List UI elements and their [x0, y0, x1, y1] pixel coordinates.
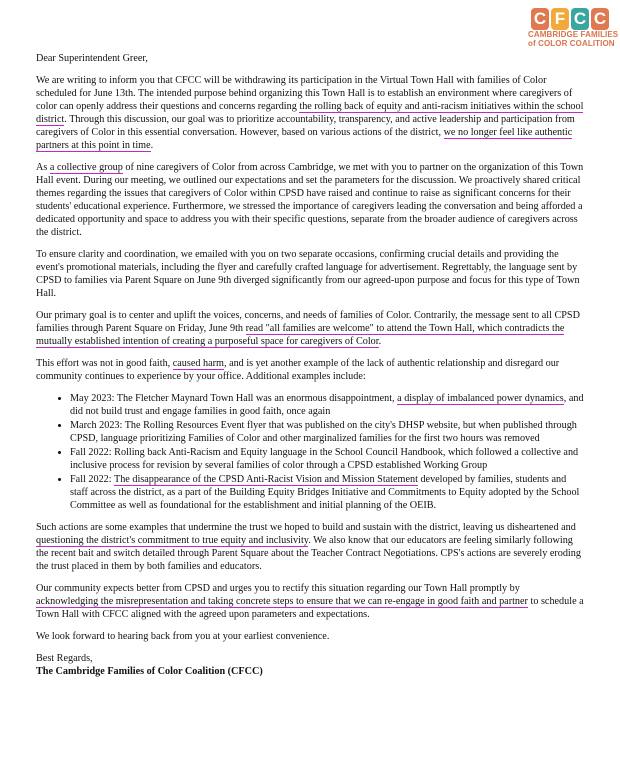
highlight: caused harm — [172, 358, 224, 369]
highlight: a display of imbalanced power dynamics — [397, 393, 564, 404]
highlight: The disappearance of the CPSD Anti-Racist Vision and Mission Statement — [113, 474, 418, 485]
text: This effort was not in good faith, — [36, 358, 173, 369]
highlight: a collective group — [49, 162, 123, 173]
paragraph-4 — [36, 309, 584, 348]
list-item — [70, 473, 584, 512]
list-item — [70, 446, 584, 472]
paragraph-2 — [36, 161, 584, 239]
text: Our primary goal is to center and uplift the voices, concerns, and needs of families of Color. Contrarily, the message sent to all CPSD families through Parent Square on Friday, June 9th — [36, 310, 580, 334]
paragraph-8: We look forward to hearing back from you at your earliest convenience. — [36, 631, 330, 642]
logo-tile: F — [551, 8, 569, 30]
text: Such actions are some examples that undermine the trust we hoped to build and sustain with the district, leaving us disheartened and — [36, 522, 576, 533]
paragraph-5 — [36, 357, 584, 383]
text: Fall 2022: Rolling back Anti-Racism and Equity language in the School Council Handbook, which followed a collective and inclusive process for revision by several families of color through a CPSD established Working Group — [70, 447, 579, 471]
text: . We also know that our educators are feeling similarly following the recent bait and switch detailed through Parent Square about the Teacher Contract Negotiations. CPS's actions are severely eroding the trust placed in them by both families and educators. — [36, 535, 581, 572]
text: As — [36, 162, 50, 173]
text: to schedule a Town Hall with CFCC aligned with the agreed upon parameters and expectations. — [36, 596, 584, 620]
cfcc-logo — [528, 8, 619, 48]
paragraph-3: To ensure clarity and coordination, we emailed with you on two separate occasions, confirming crucial details and providing the event's promotional materials, including the flyer and carefully crafted language for advertisement. Regrettably, the language sent by CPSD to families via Parent Square on June 9th diverged significantly from our agreed-upon purpose and focus for this type of Town Hall. — [36, 249, 580, 299]
logo-line-2: of COLOR COALITION — [528, 39, 615, 48]
logo-line-1: CAMBRIDGE FAMILIES — [528, 30, 619, 39]
list-item — [70, 392, 584, 418]
paragraph-7 — [36, 582, 584, 621]
letter-body — [36, 52, 584, 678]
highlight: acknowledging the misrepresentation and taking concrete steps to ensure that we can re-engage in good faith and partner — [36, 596, 528, 607]
closing: Best Regards, — [36, 653, 93, 664]
highlight: we no longer feel like authentic partners at this point in time — [36, 127, 573, 151]
logo-tile: C — [571, 8, 589, 30]
text: , and did not build trust and engage families in good faith, once again — [70, 393, 584, 417]
paragraph-6 — [36, 521, 584, 573]
signature: The Cambridge Families of Color Coalition (CFCC) — [36, 666, 263, 677]
logo-tile: C — [531, 8, 549, 30]
salutation: Dear Superintendent Greer, — [36, 53, 148, 64]
text: We are writing to inform you that CFCC will be withdrawing its participation in the Virtual Town Hall with families of Color scheduled for June 13th. The intended purpose behind organizing this Town Hall is to establish an environment where caregivers of color can openly address their questions and concerns regarding — [36, 75, 573, 112]
highlight: the rolling back of equity and anti-racism initiatives within the school district — [36, 101, 584, 125]
text: March 2023: The Rolling Resources Event flyer that was published on the city's DHSP website, but when published through CPSD, language prioritizing Families of Color and other marginalized families for the first two hours was removed — [70, 420, 577, 444]
highlight: read "all families are welcome" to attend the Town Hall, which contradicts the mutually established intention of creating a purposeful space for caregivers of Color — [36, 323, 565, 347]
logo-tiles — [528, 8, 612, 30]
text: developed by families, students and staff across the district, as a part of the Building Equity Bridges Initiative and Commitments to Equity adopted by the School Committee as well as foundational for the establishment and initial planning of the OEIB. — [70, 474, 580, 511]
text: . — [378, 336, 382, 347]
text: Fall 2022: — [70, 474, 114, 485]
text: , and is yet another example of the lack of authentic relationship and disregard our community continues to experience by your office. Additional examples include: — [36, 358, 560, 382]
logo-tile: C — [591, 8, 609, 30]
text: Our community expects better from CPSD and urges you to rectify this situation regarding our Town Hall promptly by — [36, 583, 520, 594]
paragraph-1 — [36, 74, 584, 152]
highlight: questioning the district's commitment to true equity and inclusivity — [36, 535, 309, 546]
text: . Through this discussion, our goal was to prioritize accountability, transparency, and active leadership and participation from caregivers of Color in this essential conversation. However, based on various actions of the district, — [36, 114, 575, 138]
text: . — [150, 140, 154, 151]
text: May 2023: The Fletcher Maynard Town Hall was an enormous disappointment, — [70, 393, 398, 404]
text: of nine caregivers of Color from across Cambridge, we met with you to partner on the organization of this Town Hall event. During our meeting, we outlined our expectations and set the parameters for the discussion. We proactively shared critical themes regarding the issues that caregivers of Color within CPSD have raised and continue to raise as significant concerns for their students' educational experience. Furthermore, we stressed the importance of caregivers leading the conversation and being afforded a dedicated opportunity and space to address you with their specific questions, separate from the broader audience of caregivers across the district. — [36, 162, 584, 238]
list-item — [70, 419, 584, 445]
examples-list — [36, 392, 584, 512]
